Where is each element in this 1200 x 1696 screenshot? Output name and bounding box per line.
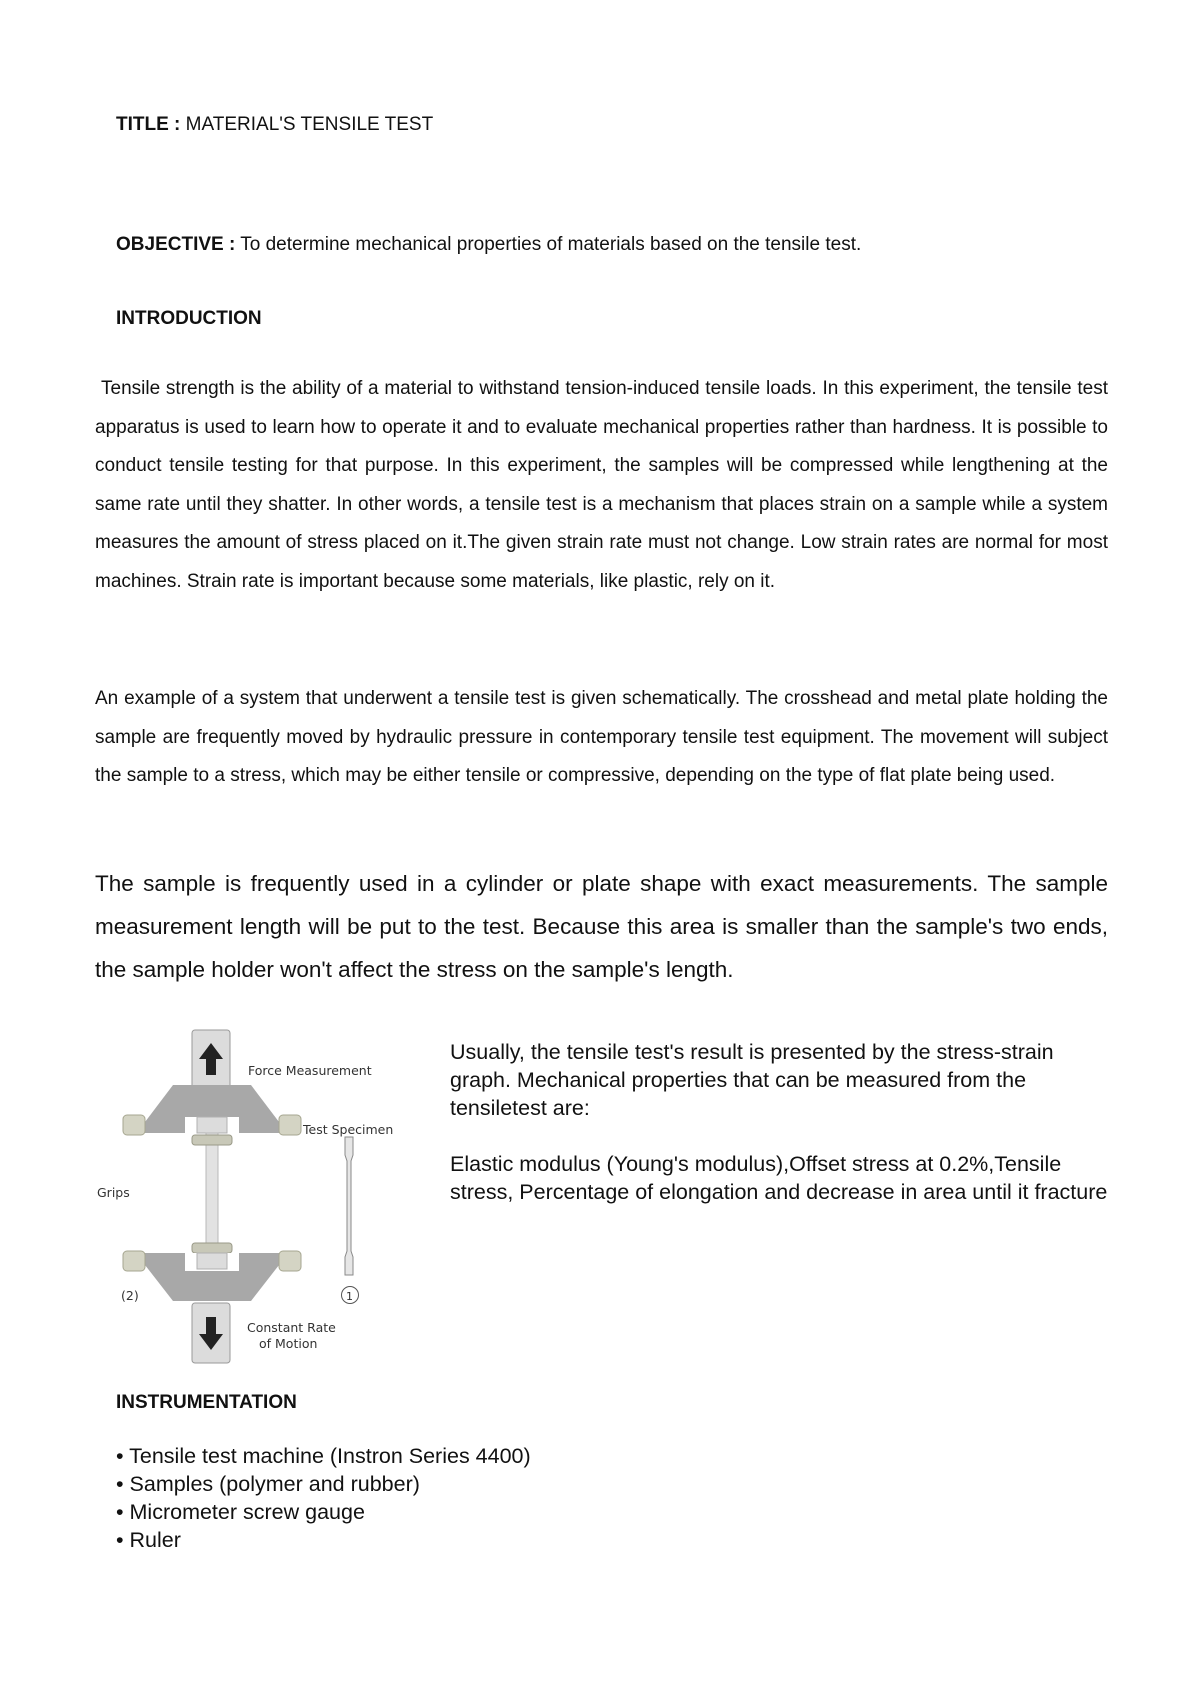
bottom-right-pin — [279, 1251, 301, 1271]
title-label: TITLE : — [116, 114, 181, 135]
side-text-spacer — [450, 1122, 1110, 1150]
bottom-grip-jaw — [197, 1253, 227, 1269]
title-value: MATERIAL'S TENSILE TEST — [185, 114, 434, 135]
instrumentation-item: • Micrometer screw gauge — [116, 1498, 531, 1526]
title-line — [116, 114, 433, 136]
instrumentation-item: • Ruler — [116, 1526, 531, 1554]
marker-2-label: (2) — [121, 1288, 139, 1303]
grips-label: Grips — [97, 1185, 130, 1200]
introduction-paragraph-1: Tensile strength is the ability of a material to withstand tension-induced tensile loads. In this experiment, the tensile test apparatus is used to learn how to operate it and to evaluate mechanical properties rather than hardness. It is possible to conduct tensile testing for that purpose. In this experiment, the samples will be compressed while lengthening at the same rate until they shatter. In other words, a tensile test is a mechanism that places strain on a sample while a system measures the amount of stress placed on it.The given strain rate must not change. Low strain rates are normal for most machines. Strain rate is important because some materials, like plastic, rely on it. — [95, 378, 1108, 592]
test-specimen-shape — [345, 1137, 353, 1275]
introduction-paragraph-3: The sample is frequently used in a cylinder or plate shape with exact measurements. The sample measurement length will be put to the test. Because this area is smaller than the sample's two ends, the sample holder won't affect the stress on the sample's length. — [95, 871, 1108, 982]
side-text-paragraph-1: Usually, the tensile test's result is presented by the stress-strain graph. Mechanical properties that can be measured from the tensiletest are: — [450, 1040, 1054, 1120]
bottom-left-pin — [123, 1251, 145, 1271]
sample-rod — [206, 1133, 218, 1243]
side-text-block — [450, 1038, 1110, 1206]
objective-value: To determine mechanical properties of materials based on the tensile test. — [240, 234, 862, 255]
test-specimen-label: Test Specimen — [303, 1122, 394, 1137]
force-measurement-label: Force Measurement — [248, 1063, 372, 1078]
objective-label: OBJECTIVE : — [116, 234, 236, 255]
instrumentation-list — [116, 1442, 531, 1554]
introduction-heading: INTRODUCTION — [116, 308, 262, 329]
introduction-paragraph-2: An example of a system that underwent a tensile test is given schematically. The crosshead and metal plate holding the sample are frequently moved by hydraulic pressure in contemporary tensile test equipment. The movement will subject the sample to a stress, which may be either tensile or compressive, depending on the type of flat plate being used. — [95, 688, 1108, 786]
upper-collar — [192, 1135, 232, 1145]
tensile-test-diagram — [95, 1025, 425, 1370]
top-right-pin — [279, 1115, 301, 1135]
marker-1-label: 1 — [346, 1290, 353, 1303]
objective-line — [116, 234, 861, 256]
of-motion-label: of Motion — [259, 1336, 318, 1351]
instrumentation-heading: INSTRUMENTATION — [116, 1392, 297, 1413]
side-text-paragraph-2: Elastic modulus (Young's modulus),Offset stress at 0.2%,Tensile stress, Percentage of elongation and decrease in area until it fracture — [450, 1152, 1108, 1204]
lower-collar — [192, 1243, 232, 1253]
constant-rate-label: Constant Rate — [247, 1320, 336, 1335]
top-left-pin — [123, 1115, 145, 1135]
instrumentation-item: • Tensile test machine (Instron Series 4400) — [116, 1442, 531, 1470]
top-grip-jaw — [197, 1117, 227, 1133]
instrumentation-item: • Samples (polymer and rubber) — [116, 1470, 531, 1498]
